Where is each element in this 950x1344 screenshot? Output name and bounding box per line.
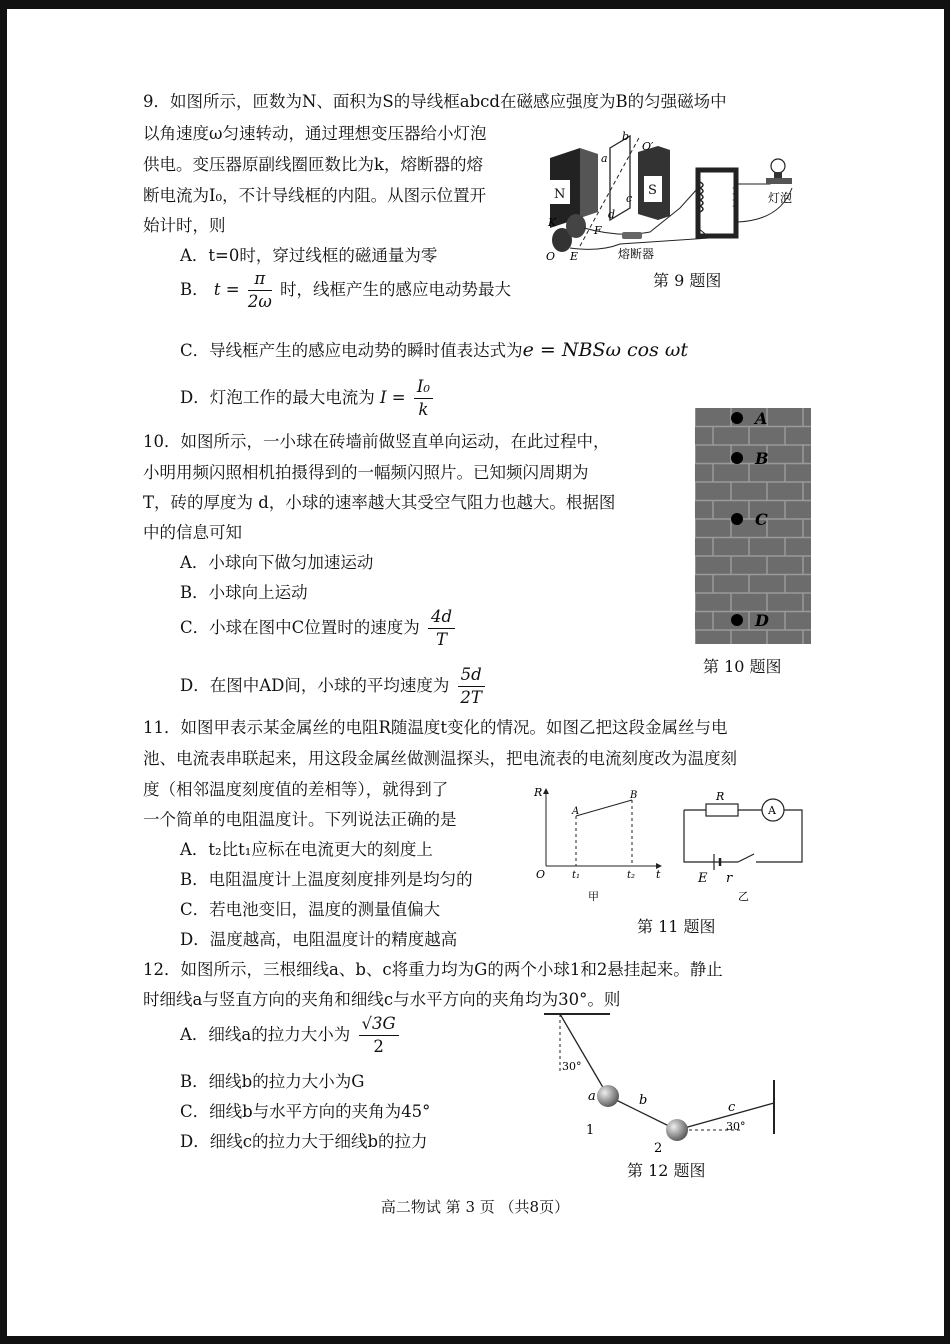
circuit-label-r-internal: r: [726, 871, 733, 886]
string-a: [560, 1014, 608, 1096]
q9-option-a: A．t=0时，穿过线框的磁通量为零: [180, 246, 438, 265]
q11-option-d: D．温度越高，电阻温度计的精度越高: [180, 930, 458, 949]
q11-option-b: B．电阻温度计上温度刻度排列是均匀的: [180, 870, 473, 889]
strobe-ball-label-b: B: [755, 449, 769, 468]
q9-option-c: [180, 338, 688, 363]
q10-option-c-denominator: T: [436, 630, 448, 649]
q10-brick-wall-figure: [695, 408, 811, 644]
q9-option-b-fraction: [248, 268, 272, 313]
q12-figure-caption: 第 12 题图: [627, 1161, 706, 1180]
q9-option-b-lhs: t =: [213, 280, 240, 299]
strobe-ball-c: [731, 513, 743, 525]
graph-point-b: B: [630, 790, 638, 801]
q9-option-b: [180, 268, 511, 313]
axis-label-o: O: [546, 250, 556, 263]
q11-line-2: 池、电流表串联起来，用这段金属丝做测温探头，把电流表的电流刻度改为温度刻: [143, 749, 737, 768]
q12-line-1: 12．如图所示，三根细线a、b、c将重力均为G的两个小球1和2悬挂起来。静止: [143, 960, 723, 979]
label-angle-c: 30°: [726, 1120, 746, 1133]
q9-option-b-prefix: B．: [180, 280, 209, 299]
q10-option-c-fraction: [428, 606, 455, 651]
q10-option-a: A．小球向下做匀加速运动: [180, 553, 374, 572]
q12-option-a-numerator: √3G: [359, 1013, 399, 1036]
q9-option-c-formula: e = NBSω cos ωt: [522, 339, 689, 361]
page-footer: 高二物试 第 3 页 （共8页）: [380, 1198, 570, 1216]
brush-label-e: E: [570, 250, 579, 263]
q9-option-c-text: C．导线框产生的感应电动势的瞬时值表达式为: [180, 341, 523, 360]
q10-option-c-text: C．小球在图中C位置时的速度为: [180, 618, 420, 637]
magnet-s-label: S: [648, 183, 657, 198]
label-string-a: a: [588, 1089, 596, 1104]
r-t-line: [576, 800, 632, 816]
q9-option-b-numerator: π: [248, 268, 272, 291]
q12-option-c: C．细线b与水平方向的夹角为45°: [180, 1102, 431, 1121]
label-string-b: b: [639, 1093, 648, 1108]
q10-option-c: [180, 606, 458, 651]
circuit-label-e: E: [698, 871, 708, 886]
q9-generator-figure: [540, 128, 810, 266]
graph-tick-t1: t₁: [572, 870, 581, 881]
scan-border-bottom: [0, 1336, 950, 1344]
q10-line-2: 小明用频闪照相机拍摄得到的一幅频闪照片。已知频闪周期为: [143, 463, 589, 482]
label-string-c: c: [728, 1100, 736, 1115]
q9-option-d-denominator: k: [418, 400, 429, 419]
q12-option-b: B．细线b的拉力大小为G: [180, 1072, 365, 1091]
strobe-ball-b: [731, 452, 743, 464]
coil-label-a: a: [601, 152, 608, 165]
q10-option-d-numerator: 5d: [458, 664, 485, 687]
q10-option-d: [180, 664, 488, 709]
q9-option-d: [180, 376, 436, 421]
fuse-label: 熔断器: [618, 247, 655, 261]
bulb-label: 灯泡: [768, 191, 793, 205]
q9-option-d-text: D．灯泡工作的最大电流为: [180, 388, 375, 407]
ball-2: [666, 1119, 688, 1141]
graph-caption-jia: 甲: [588, 890, 599, 903]
q9-option-b-denominator: 2ω: [247, 292, 272, 311]
label-ball-1: 1: [586, 1123, 595, 1138]
q10-line-4: 中的信息可知: [143, 523, 242, 542]
magnet-n-label: N: [554, 187, 566, 202]
slip-ring-2: [566, 214, 586, 238]
q11-figure-jia: [528, 786, 668, 904]
scan-border-top: [0, 0, 950, 9]
strobe-ball-label-d: D: [755, 611, 769, 630]
q10-figure-caption: 第 10 题图: [703, 657, 782, 676]
q12-line-2: 时细线a与竖直方向的夹角和细线c与水平方向的夹角均为30°。则: [143, 990, 621, 1009]
fuse-icon: [622, 232, 642, 239]
graph-axis-t: t: [656, 868, 661, 881]
resistor-icon: [706, 804, 738, 816]
q10-option-c-numerator: 4d: [428, 606, 455, 629]
q9-figure-caption: 第 9 题图: [653, 271, 722, 290]
coil-label-c: c: [626, 192, 633, 205]
graph-axis-r: R: [534, 786, 543, 799]
q11-option-a: A．t₂比t₁应标在电流更大的刻度上: [180, 840, 433, 859]
coil-label-b: b: [622, 130, 630, 143]
bulb-icon: [766, 159, 792, 184]
circuit-label-r: R: [716, 790, 725, 803]
q12-option-a: [180, 1013, 402, 1058]
brush-label-f: F: [594, 224, 602, 237]
q9-option-d-lhs: I =: [379, 388, 406, 407]
graph-point-a: A: [572, 806, 580, 817]
label-angle-a: 30°: [562, 1060, 582, 1073]
q12-option-d: D．细线c的拉力大于细线b的拉力: [180, 1132, 428, 1151]
q9-option-d-numerator: I₀: [414, 376, 433, 399]
q10-option-d-text: D．在图中AD间，小球的平均速度为: [180, 676, 450, 695]
scan-border-right: [944, 0, 950, 1344]
q9-line-2: 以角速度ω匀速转动，通过理想变压器给小灯泡: [143, 124, 487, 143]
q11-line-3: 度（相邻温度刻度值的差相等），就得到了: [143, 780, 449, 799]
strobe-ball-d: [731, 614, 743, 626]
axis-label-o2: O′: [642, 140, 654, 153]
scan-border-left: [0, 0, 7, 1344]
coil-label-d: d: [608, 208, 616, 221]
graph-origin: O: [536, 868, 546, 881]
circuit-caption-yi: 乙: [738, 890, 749, 903]
circuit-label-ammeter: A: [768, 804, 776, 817]
q9-line-3: 供电。变压器原副线圈匝数比为k，熔断器的熔: [143, 155, 483, 174]
q12-hanging-balls-figure: [540, 1010, 790, 1160]
q11-figure-caption: 第 11 题图: [637, 917, 716, 936]
q9-option-d-fraction: [414, 376, 433, 421]
q9-option-b-suffix: 时，线框产生的感应电动势最大: [280, 280, 512, 299]
ball-1: [597, 1085, 619, 1107]
q11-option-c: C．若电池变旧，温度的测量值偏大: [180, 900, 441, 919]
q12-option-a-fraction: [359, 1013, 399, 1058]
q10-line-1: 10．如图所示，一小球在砖墙前做竖直单向运动，在此过程中，: [143, 432, 610, 451]
q12-option-a-text: A．细线a的拉力大小为: [180, 1025, 351, 1044]
q10-option-d-denominator: 2T: [460, 688, 482, 707]
q11-line-1: 11．如图甲表示某金属丝的电阻R随温度t变化的情况。如图乙把这段金属丝与电: [143, 718, 728, 737]
q10-option-b: B．小球向上运动: [180, 583, 308, 602]
q9-line-1: 9．如图所示，匝数为N、面积为S的导线框abcd在磁感应强度为B的匀强磁场中: [143, 92, 727, 111]
brush-label-k: K: [548, 216, 557, 229]
label-ball-2: 2: [654, 1141, 663, 1156]
q9-line-4: 断电流为I₀，不计导线框的内阻。从图示位置开: [143, 186, 487, 205]
q11-circuit-yi: [676, 786, 810, 904]
q11-line-4: 一个简单的电阻温度计。下列说法正确的是: [143, 810, 457, 829]
q10-option-d-fraction: [458, 664, 485, 709]
q9-line-5: 始计时，则: [143, 216, 226, 235]
strobe-ball-label-c: C: [755, 510, 768, 529]
graph-tick-t2: t₂: [627, 870, 636, 881]
switch-icon: [738, 854, 754, 862]
q12-option-a-denominator: 2: [373, 1037, 384, 1056]
strobe-ball-label-a: A: [755, 409, 768, 428]
q10-line-3: T，砖的厚度为 d，小球的速率越大其受空气阻力也越大。根据图: [143, 493, 616, 512]
strobe-ball-a: [731, 412, 743, 424]
